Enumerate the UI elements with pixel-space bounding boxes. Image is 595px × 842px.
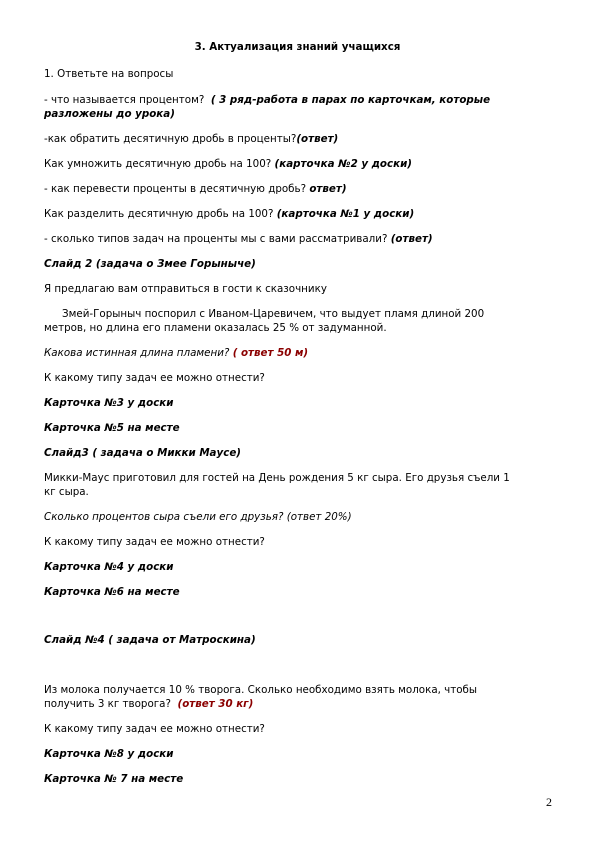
slide-2-card-seat: Карточка №5 на месте [44, 422, 180, 434]
slide-2-title: Слайд 2 (задача о Змее Горыныче) [44, 258, 256, 270]
question-2 [44, 132, 338, 146]
question-1-text: - что называется процентом? [44, 94, 205, 106]
slide-2-task-line-2: метров, но длина его пламени оказалась 25 % от задуманной. [44, 322, 387, 334]
slide-3-type-question: К какому типу задач ее можно отнести? [44, 536, 265, 548]
page-number: 2 [546, 795, 552, 809]
question-5-note: (карточка №1 у доски) [276, 208, 415, 220]
slide-4-task-line-1: Из молока получается 10 % творога. Сколько необходимо взять молока, чтобы [44, 684, 478, 696]
question-2-note: (ответ) [296, 133, 339, 145]
slide-3-title: Слайд3 ( задача о Микки Маусе) [44, 447, 242, 459]
question-5-text: Как разделить десятичную дробь на 100? [44, 208, 274, 220]
slide-2-type-question: К какому типу задач ее можно отнести? [44, 372, 265, 384]
question-5 [44, 207, 414, 221]
question-3-text: Как умножить десятичную дробь на 100? [44, 158, 272, 170]
slide-4-task-line-2 [44, 697, 253, 711]
questions-intro: 1. Ответьте на вопросы [44, 68, 174, 80]
slide-4-type-question: К какому типу задач ее можно отнести? [44, 723, 265, 735]
slide-3-card-board: Карточка №4 у доски [44, 561, 174, 573]
question-3-note: (карточка №2 у доски) [274, 158, 413, 170]
slide-2-card-board: Карточка №3 у доски [44, 397, 174, 409]
slide-4-title: Слайд №4 ( задача от Матроскина) [44, 634, 256, 646]
question-4-text: - как перевести проценты в десятичную дробь? [44, 183, 307, 195]
slide-3-task-line-2: кг сыра. [44, 486, 89, 498]
question-3 [44, 157, 412, 171]
slide-2-question [44, 346, 308, 360]
question-2-text: -как обратить десятичную дробь в проценты? [44, 133, 297, 145]
slide-2-intro: Я предлагаю вам отправиться в гости к сказочнику [44, 283, 327, 295]
slide-2-answer: ( ответ 50 м) [232, 347, 309, 359]
question-6 [44, 232, 433, 246]
question-1-note: ( 3 ряд-работа в парах по карточкам, которые [210, 94, 491, 106]
slide-4-task-text: получить 3 кг творога? [44, 698, 171, 710]
slide-4-card-seat: Карточка № 7 на месте [44, 773, 184, 785]
slide-3-card-seat: Карточка №6 на месте [44, 586, 180, 598]
slide-4-card-board: Карточка №8 у доски [44, 748, 174, 760]
slide-2-question-text: Какова истинная длина пламени? [44, 347, 230, 359]
question-1 [44, 93, 490, 107]
slide-3-task-line-1: Микки-Маус приготовил для гостей на День рождения 5 кг сыра. Его друзья съели 1 [44, 472, 510, 484]
slide-4-answer: (ответ 30 кг) [177, 698, 254, 710]
question-6-note: (ответ) [390, 233, 433, 245]
question-1-note-cont: разложены до урока) [44, 108, 175, 120]
question-4 [44, 182, 347, 196]
slide-2-task-line-1: Змей-Горыныч поспорил с Иваном-Царевичем, что выдует пламя длиной 200 [62, 308, 485, 320]
question-6-text: - сколько типов задач на проценты мы с вами рассматривали? [44, 233, 388, 245]
question-4-note: ответ) [309, 183, 347, 195]
section-heading: 3. Актуализация знаний учащихся [194, 41, 401, 53]
slide-3-question: Сколько процентов сыра съели его друзья? (ответ 20%) [44, 511, 352, 523]
